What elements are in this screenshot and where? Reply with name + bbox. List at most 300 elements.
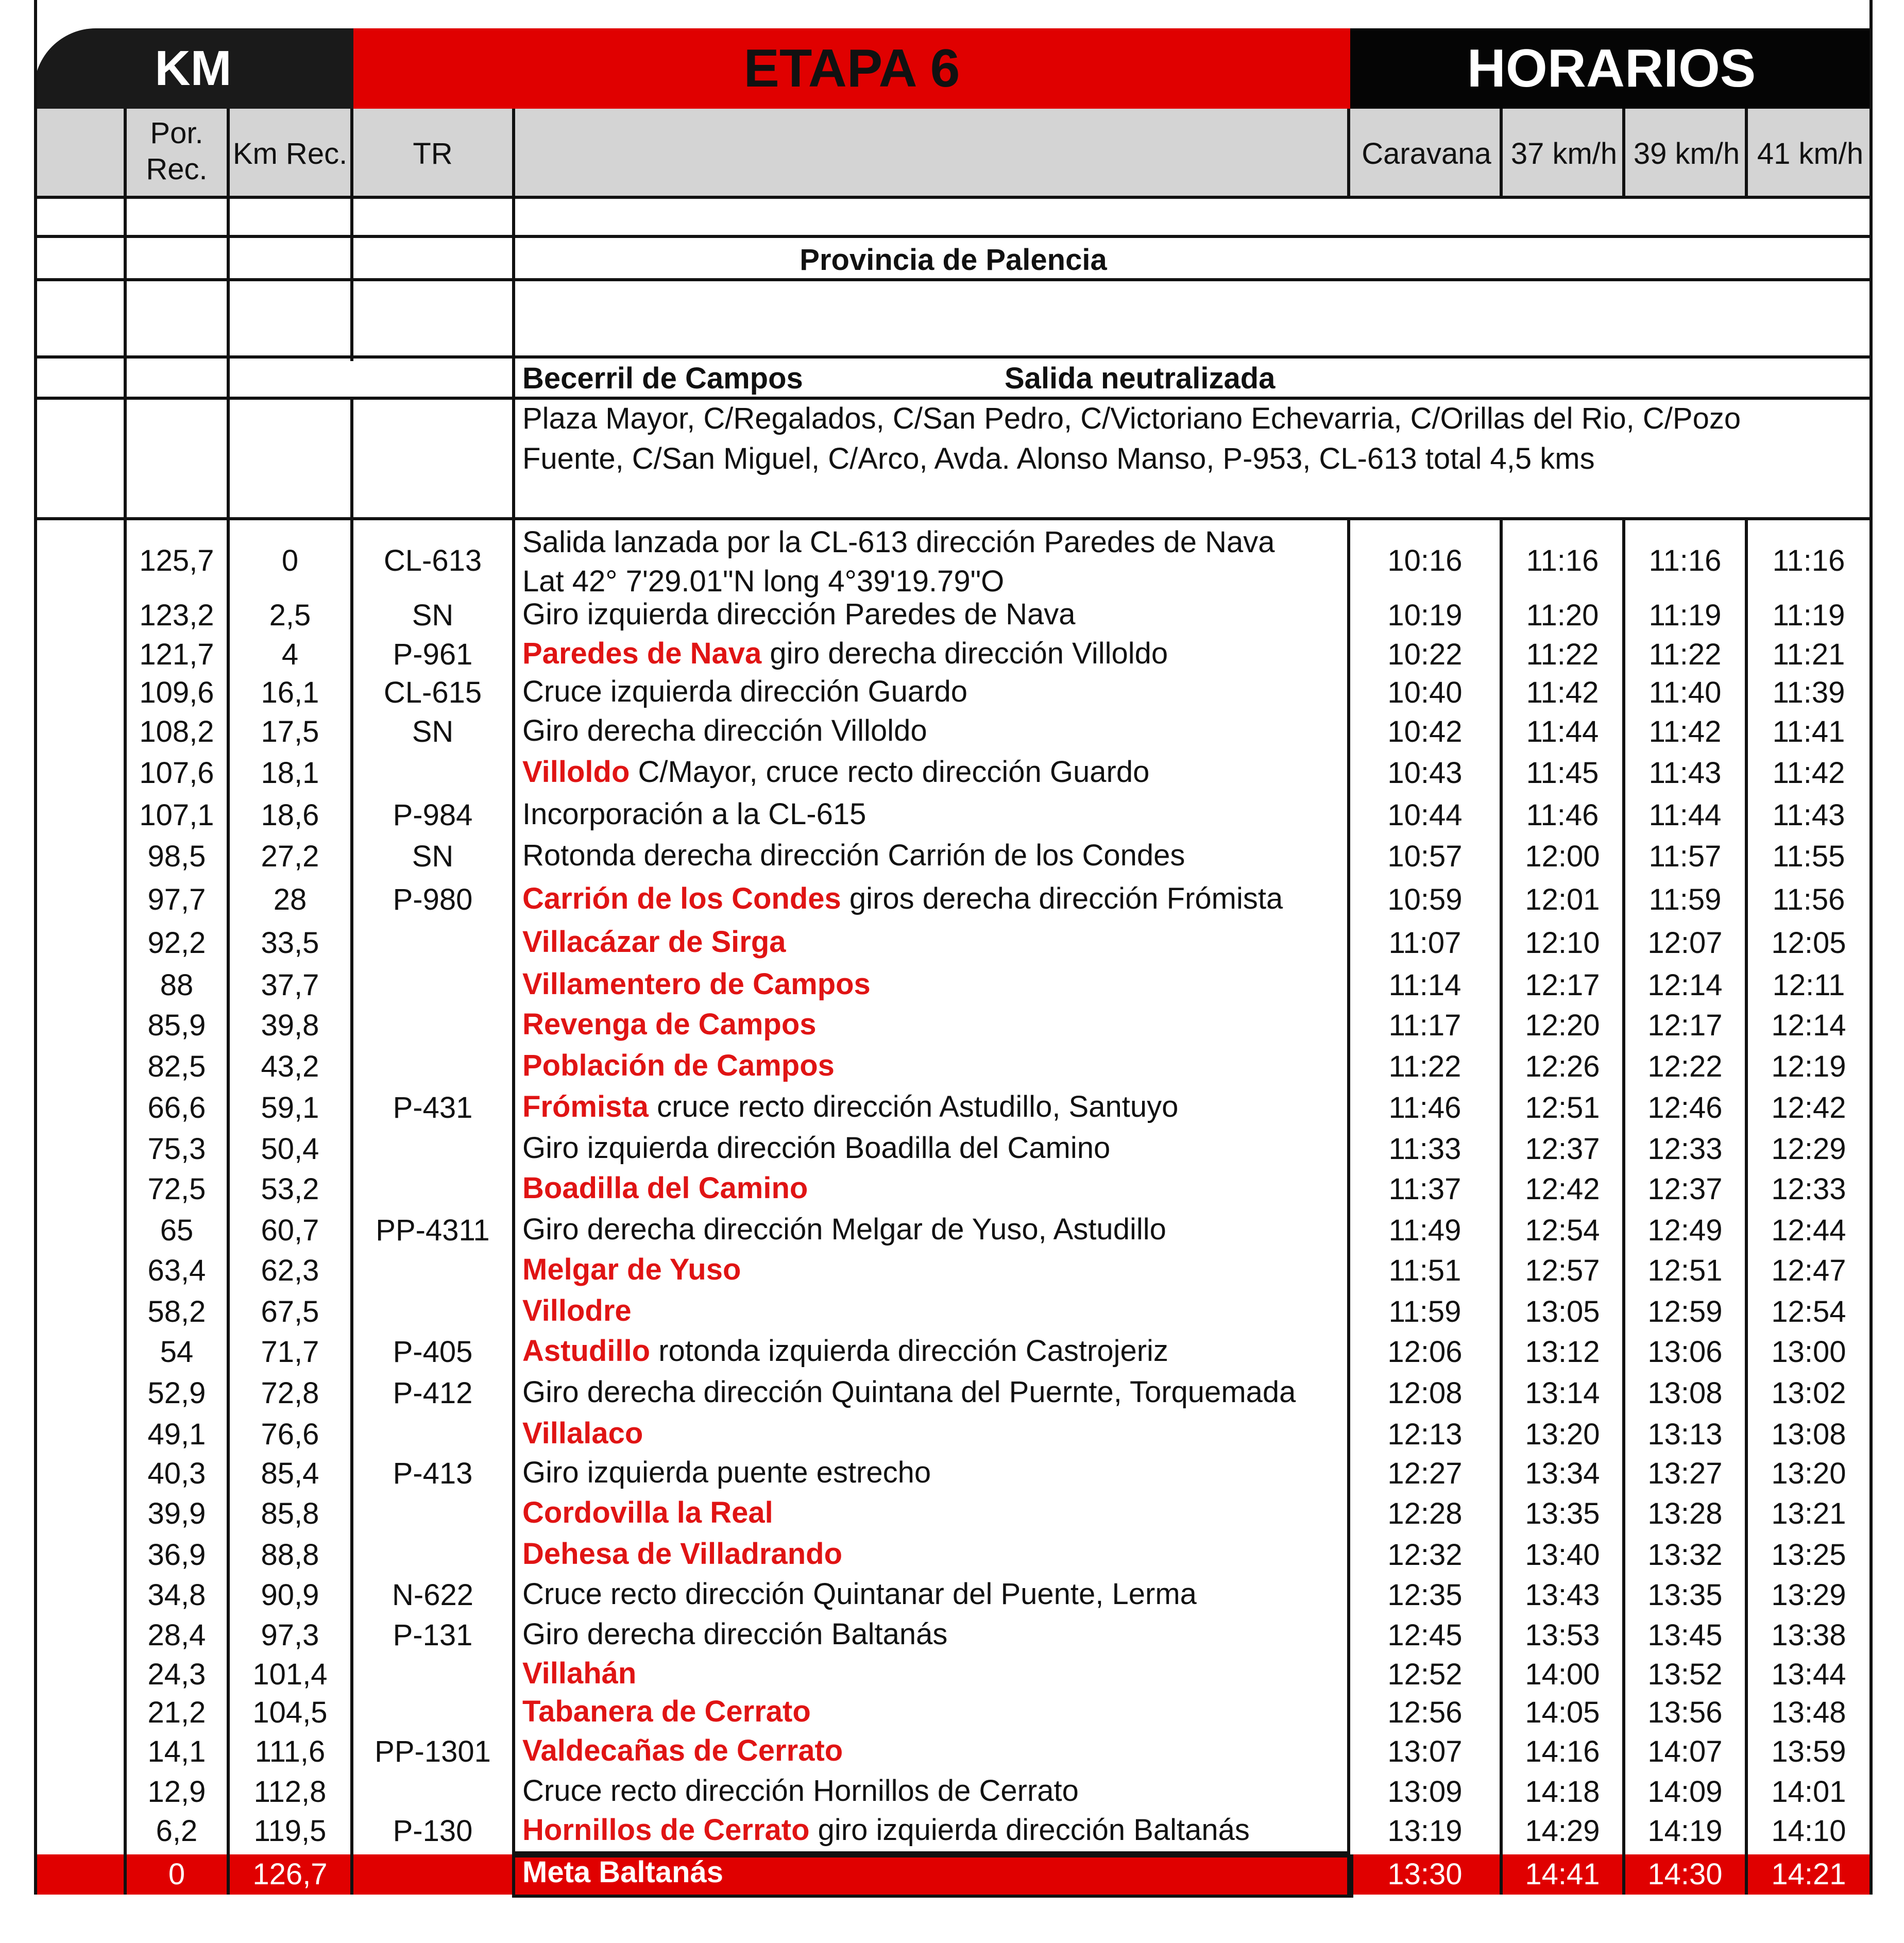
row-s37: 14:16 — [1525, 1735, 1600, 1768]
row-s41: 13:29 — [1771, 1578, 1846, 1612]
rule — [350, 109, 353, 361]
row-por: 85,9 — [147, 1009, 206, 1042]
row-s39: 13:45 — [1647, 1618, 1723, 1652]
row-s41: 12:42 — [1771, 1091, 1846, 1124]
rule — [1347, 109, 1350, 199]
row-c: 10:57 — [1387, 840, 1463, 873]
row-c: 12:35 — [1387, 1578, 1463, 1612]
row-description — [522, 1656, 636, 1692]
finish-town: Meta Baltanás — [522, 1855, 724, 1889]
row-s41: 12:14 — [1771, 1009, 1846, 1042]
row-s37: 13:20 — [1525, 1418, 1600, 1451]
row-km: 62,3 — [261, 1254, 319, 1287]
row-s41: 14:01 — [1771, 1775, 1846, 1809]
row-s37: 13:53 — [1525, 1618, 1600, 1652]
row-description — [522, 1733, 843, 1769]
row-town: Villoldo — [522, 755, 630, 789]
row-instruction: Cruce recto dirección Quintanar del Puente, Lerma — [522, 1577, 1197, 1611]
row-s39: 12:37 — [1647, 1172, 1723, 1206]
row-s41: 13:44 — [1771, 1658, 1846, 1691]
row-s37: 11:42 — [1526, 676, 1599, 709]
row-description — [522, 1293, 632, 1329]
row-por: 6,2 — [156, 1814, 198, 1848]
row-km: 18,1 — [261, 756, 319, 790]
row-c: 11:07 — [1388, 926, 1461, 960]
row-s41: 14:10 — [1771, 1814, 1846, 1848]
row-s41: 12:33 — [1771, 1172, 1846, 1206]
row-c: 11:37 — [1388, 1172, 1461, 1206]
row-s41: 12:19 — [1771, 1050, 1846, 1083]
row-s37: 12:54 — [1525, 1214, 1600, 1247]
row-c: 10:44 — [1387, 798, 1463, 832]
row-town: Villodre — [522, 1294, 632, 1327]
row-instruction: Giro derecha dirección Baltanás — [522, 1617, 948, 1651]
row-km: 16,1 — [261, 676, 319, 709]
row-description — [522, 524, 1275, 560]
row-town: Cordovilla la Real — [522, 1496, 773, 1529]
row-c: 11:33 — [1388, 1132, 1461, 1166]
row-c: 11:17 — [1388, 1009, 1461, 1042]
row-c: 12:28 — [1387, 1497, 1463, 1530]
row-c: 10:59 — [1387, 883, 1463, 916]
row-instruction: giro izquierda dirección Baltanás — [809, 1813, 1250, 1847]
row-description — [522, 1333, 1168, 1369]
row-km: 18,6 — [261, 798, 319, 832]
speed-39-header: 39 km/h — [1633, 137, 1740, 171]
row-town: Valdecañas de Cerrato — [522, 1734, 843, 1767]
row-s41: 13:48 — [1771, 1696, 1846, 1729]
row-km: 85,8 — [261, 1497, 319, 1530]
row-s41: 11:56 — [1772, 883, 1845, 916]
row-km: 76,6 — [261, 1418, 319, 1451]
row-instruction: Giro derecha dirección Quintana del Puernte, Torquemada — [522, 1375, 1296, 1409]
row-km: 0 — [281, 544, 299, 577]
row-s41: 13:08 — [1771, 1418, 1846, 1451]
row-tr: CL-613 — [383, 544, 482, 577]
row-description — [522, 596, 1076, 633]
row-coordinates: Lat 42° 7'29.01"N long 4°39'19.79"O — [522, 565, 1005, 598]
row-s41: 12:11 — [1772, 968, 1845, 1002]
row-s39: 13:06 — [1647, 1335, 1723, 1369]
row-por: 52,9 — [147, 1376, 206, 1410]
row-s37: 11:46 — [1526, 798, 1599, 832]
row-s39: 12:49 — [1647, 1214, 1723, 1247]
row-town: Revenga de Campos — [522, 1008, 817, 1041]
row-instruction: Salida lanzada por la CL-613 dirección Paredes de Nava — [522, 525, 1275, 559]
row-c: 12:56 — [1387, 1696, 1463, 1729]
row-por: 98,5 — [147, 840, 206, 873]
row-description — [522, 1252, 741, 1288]
row-s37: 12:01 — [1525, 883, 1600, 916]
row-tr: P-131 — [393, 1618, 473, 1652]
row-tr: SN — [412, 599, 454, 632]
row-s39: 11:42 — [1648, 715, 1722, 748]
km-rec-header: Km Rec. — [232, 137, 348, 171]
row-description — [522, 1212, 1166, 1248]
row-km: 112,8 — [253, 1775, 327, 1809]
row-s41: 12:47 — [1771, 1254, 1846, 1287]
row-c: 10:16 — [1387, 544, 1463, 577]
row-description — [522, 1495, 773, 1531]
row-por: 39,9 — [147, 1497, 206, 1530]
row-s37: 13:40 — [1525, 1538, 1600, 1572]
row-s41: 13:59 — [1771, 1735, 1846, 1768]
rule — [34, 517, 1873, 520]
row-por: 34,8 — [147, 1578, 206, 1612]
row-s39: 12:22 — [1647, 1050, 1723, 1083]
row-town: Población de Campos — [522, 1049, 835, 1082]
row-por: 24,3 — [147, 1658, 206, 1691]
row-por: 123,2 — [139, 599, 214, 632]
row-tr: P-130 — [393, 1814, 473, 1848]
row-s37: 12:37 — [1525, 1132, 1600, 1166]
row-s37: 12:42 — [1525, 1172, 1600, 1206]
km-header-label: KM — [155, 41, 232, 96]
row-description — [522, 1048, 835, 1084]
row-town: Astudillo — [522, 1334, 651, 1368]
column-header-band — [34, 109, 127, 199]
row-description — [522, 1694, 811, 1730]
row-description — [522, 754, 1149, 790]
row-s37: 12:00 — [1525, 840, 1600, 873]
row-town: Tabanera de Cerrato — [522, 1695, 811, 1728]
row-s39: 14:19 — [1647, 1814, 1723, 1848]
row-c: 12:45 — [1387, 1618, 1463, 1652]
row-km: 37,7 — [261, 968, 319, 1002]
row-s37: 14:18 — [1525, 1775, 1600, 1809]
rule — [34, 397, 1873, 400]
row-tr: P-405 — [393, 1335, 473, 1369]
row-instruction: Incorporación a la CL-615 — [522, 797, 866, 831]
row-description — [522, 1773, 1079, 1809]
row-s41: 13:00 — [1771, 1335, 1846, 1369]
row-s39: 13:08 — [1647, 1376, 1723, 1410]
row-description — [522, 796, 866, 832]
row-s37: 11:45 — [1526, 756, 1599, 790]
row-s39: 11:16 — [1648, 544, 1722, 577]
row-km: 43,2 — [261, 1050, 319, 1083]
rule — [1869, 0, 1873, 1895]
row-km: 27,2 — [261, 840, 319, 873]
row-s39: 13:13 — [1647, 1418, 1723, 1451]
finish-time-caravana: 13:30 — [1387, 1857, 1463, 1891]
row-s41: 11:55 — [1772, 840, 1845, 873]
row-km: 2,5 — [269, 599, 311, 632]
row-km: 88,8 — [261, 1538, 319, 1572]
finish-time-39: 14:30 — [1647, 1857, 1723, 1891]
row-c: 12:13 — [1387, 1418, 1463, 1451]
row-s37: 13:05 — [1525, 1295, 1600, 1328]
row-tr: P-980 — [393, 883, 473, 916]
row-por: 107,6 — [139, 756, 214, 790]
row-s41: 13:38 — [1771, 1618, 1846, 1652]
row-s39: 13:52 — [1647, 1658, 1723, 1691]
row-s37: 12:17 — [1525, 968, 1600, 1002]
row-description — [522, 1455, 931, 1491]
row-km: 72,8 — [261, 1376, 319, 1410]
row-c: 11:22 — [1388, 1050, 1461, 1083]
row-s37: 12:51 — [1525, 1091, 1600, 1124]
row-c: 10:42 — [1387, 715, 1463, 748]
row-por: 92,2 — [147, 926, 206, 960]
row-description — [522, 1576, 1197, 1612]
row-s39: 11:57 — [1648, 840, 1722, 873]
rule — [34, 196, 1873, 199]
row-por: 121,7 — [139, 638, 214, 671]
speed-41-header: 41 km/h — [1757, 137, 1864, 171]
row-s39: 12:51 — [1647, 1254, 1723, 1287]
caravana-header: Caravana — [1362, 137, 1491, 171]
row-por: 65 — [160, 1214, 194, 1247]
row-town: Villahán — [522, 1657, 637, 1690]
row-c: 11:14 — [1388, 968, 1461, 1002]
row-s37: 13:43 — [1525, 1578, 1600, 1612]
row-c: 12:06 — [1387, 1335, 1463, 1369]
row-s37: 13:34 — [1525, 1457, 1600, 1490]
row-c: 10:19 — [1387, 599, 1463, 632]
rule — [1745, 109, 1748, 199]
row-tr: CL-615 — [383, 676, 482, 709]
row-tr: P-412 — [393, 1376, 473, 1410]
row-instruction: Cruce recto dirección Hornillos de Cerrato — [522, 1774, 1079, 1808]
row-s39: 14:07 — [1647, 1735, 1723, 1768]
row-c: 12:32 — [1387, 1538, 1463, 1572]
row-description — [522, 838, 1185, 874]
row-s41: 13:02 — [1771, 1376, 1846, 1410]
row-s41: 12:05 — [1771, 926, 1846, 960]
row-s39: 12:46 — [1647, 1091, 1723, 1124]
row-s37: 12:20 — [1525, 1009, 1600, 1042]
row-km: 4 — [281, 638, 299, 671]
row-km: 119,5 — [253, 1814, 327, 1848]
row-town: Melgar de Yuso — [522, 1253, 741, 1286]
row-km: 59,1 — [261, 1091, 319, 1124]
row-s39: 13:27 — [1647, 1457, 1723, 1490]
row-c: 11:59 — [1388, 1295, 1461, 1328]
row-s37: 13:14 — [1525, 1376, 1600, 1410]
row-description — [522, 713, 927, 749]
row-por: 75,3 — [147, 1132, 206, 1166]
row-town: Carrión de los Condes — [522, 882, 841, 915]
row-instruction: Cruce izquierda dirección Guardo — [522, 675, 967, 708]
row-c: 13:09 — [1387, 1775, 1463, 1809]
row-s41: 11:21 — [1772, 638, 1845, 671]
row-s39: 12:07 — [1647, 926, 1723, 960]
row-s39: 14:09 — [1647, 1775, 1723, 1809]
row-c: 11:49 — [1388, 1214, 1461, 1247]
column-header-desc — [515, 109, 1347, 199]
row-por: 58,2 — [147, 1295, 206, 1328]
row-tr: N-622 — [392, 1578, 473, 1612]
row-s41: 13:21 — [1771, 1497, 1846, 1530]
row-s39: 12:14 — [1647, 968, 1723, 1002]
row-por: 72,5 — [147, 1172, 206, 1206]
row-tr: PP-1301 — [375, 1735, 491, 1768]
row-description — [522, 674, 967, 710]
speed-37-header: 37 km/h — [1510, 137, 1618, 171]
row-s37: 12:10 — [1525, 926, 1600, 960]
row-c: 12:27 — [1387, 1457, 1463, 1490]
row-por: 125,7 — [139, 544, 214, 577]
row-s37: 13:35 — [1525, 1497, 1600, 1530]
row-town: Dehesa de Villadrando — [522, 1537, 843, 1571]
por-rec-header — [127, 115, 227, 188]
row-km: 17,5 — [261, 715, 319, 748]
row-por: 36,9 — [147, 1538, 206, 1572]
row-s37: 11:44 — [1526, 715, 1599, 748]
row-s37: 12:57 — [1525, 1254, 1600, 1287]
row-town: Frómista — [522, 1090, 649, 1123]
row-s41: 12:44 — [1771, 1214, 1846, 1247]
por-rec-header-text: Por. Rec. — [146, 116, 208, 186]
row-description — [522, 1616, 947, 1652]
row-c: 11:46 — [1388, 1091, 1461, 1124]
row-s39: 11:40 — [1648, 676, 1722, 709]
row-town: Hornillos de Cerrato — [522, 1813, 810, 1847]
row-s39: 11:22 — [1648, 638, 1722, 671]
row-s39: 11:43 — [1648, 756, 1722, 790]
row-por: 54 — [160, 1335, 194, 1369]
tr-header: TR — [413, 137, 453, 171]
rule — [512, 109, 515, 1895]
rule — [34, 235, 1873, 238]
row-s39: 11:19 — [1648, 599, 1722, 632]
row-s41: 13:20 — [1771, 1457, 1846, 1490]
row-km: 97,3 — [261, 1618, 319, 1652]
row-instruction: Giro izquierda puente estrecho — [522, 1456, 931, 1489]
schedule-title: HORARIOS — [1467, 39, 1756, 98]
row-description — [522, 636, 1168, 672]
row-c: 10:43 — [1387, 756, 1463, 790]
stage-title: ETAPA 6 — [743, 39, 960, 98]
row-c: 11:51 — [1388, 1254, 1461, 1287]
row-town: Villalaco — [522, 1417, 643, 1450]
row-km: 60,7 — [261, 1214, 319, 1247]
start-town: Becerril de Campos — [522, 362, 803, 395]
row-town: Villacázar de Sirga — [522, 925, 786, 959]
row-km: 28 — [273, 883, 307, 916]
row-instruction: Giro izquierda dirección Boadilla del Camino — [522, 1131, 1111, 1165]
row-s37: 11:16 — [1526, 544, 1599, 577]
row-s39: 12:59 — [1647, 1295, 1723, 1328]
row-tr: P-984 — [393, 798, 473, 832]
row-description — [522, 924, 786, 960]
row-s39: 13:56 — [1647, 1696, 1723, 1729]
row-instruction: Rotonda derecha dirección Carrión de los Condes — [522, 839, 1185, 872]
row-s39: 11:44 — [1648, 798, 1722, 832]
row-description — [522, 881, 1283, 917]
row-s39: 12:17 — [1647, 1009, 1723, 1042]
row-s37: 11:22 — [1526, 638, 1599, 671]
row-s41: 13:25 — [1771, 1538, 1846, 1572]
row-km: 101,4 — [252, 1658, 328, 1691]
row-instruction: Giro izquierda dirección Paredes de Nava — [522, 598, 1076, 631]
row-por: 109,6 — [139, 676, 214, 709]
row-description — [522, 1374, 1296, 1410]
row-km: 67,5 — [261, 1295, 319, 1328]
start-route-line-2: Fuente, C/San Miguel, C/Arco, Avda. Alonso Manso, P-953, CL-613 total 4,5 kms — [522, 442, 1595, 475]
rule — [34, 0, 37, 1895]
row-por: 21,2 — [147, 1696, 206, 1729]
row-por: 14,1 — [147, 1735, 206, 1768]
row-s41: 11:42 — [1772, 756, 1845, 790]
row-por: 88 — [160, 968, 194, 1002]
row-km: 71,7 — [261, 1335, 319, 1369]
rule — [1622, 109, 1625, 199]
row-description — [522, 1089, 1178, 1125]
row-por: 40,3 — [147, 1457, 206, 1490]
row-km: 33,5 — [261, 926, 319, 960]
row-s41: 11:19 — [1772, 599, 1845, 632]
row-tr: P-413 — [393, 1457, 473, 1490]
row-por: 28,4 — [147, 1618, 206, 1652]
row-por: 12,9 — [147, 1775, 206, 1809]
row-por: 97,7 — [147, 883, 206, 916]
row-c: 10:22 — [1387, 638, 1463, 671]
finish-time-37: 14:41 — [1525, 1857, 1600, 1891]
row-description — [522, 966, 871, 1002]
row-tr: P-431 — [393, 1091, 473, 1124]
row-por: 63,4 — [147, 1254, 206, 1287]
row-c: 13:07 — [1387, 1735, 1463, 1768]
row-town: Paredes de Nava — [522, 637, 762, 670]
start-label: Salida neutralizada — [1005, 362, 1276, 395]
row-s37: 11:20 — [1526, 599, 1599, 632]
finish-por-rec: 0 — [168, 1857, 185, 1891]
row-km: 90,9 — [261, 1578, 319, 1612]
row-instruction: C/Mayor, cruce recto dirección Guardo — [630, 755, 1150, 789]
row-s41: 11:43 — [1772, 798, 1845, 832]
row-town: Villamentero de Campos — [522, 967, 871, 1001]
row-tr: PP-4311 — [376, 1214, 490, 1247]
row-c: 10:40 — [1387, 676, 1463, 709]
row-c: 13:19 — [1387, 1814, 1463, 1848]
row-s41: 12:54 — [1771, 1295, 1846, 1328]
row-description — [522, 1170, 808, 1206]
row-km: 85,4 — [261, 1457, 319, 1490]
row-instruction: giro derecha dirección Villoldo — [761, 637, 1168, 670]
finish-time-41: 14:21 — [1771, 1857, 1846, 1891]
row-tr: P-961 — [393, 638, 473, 671]
start-route-line-1: Plaza Mayor, C/Regalados, C/San Pedro, C/Victoriano Echevarria, C/Orillas del Rio, C/Pozo — [522, 402, 1741, 435]
row-instruction: rotonda izquierda dirección Castrojeriz — [650, 1334, 1168, 1368]
row-km: 53,2 — [261, 1172, 319, 1206]
row-s37: 13:12 — [1525, 1335, 1600, 1369]
row-s41: 11:39 — [1772, 676, 1845, 709]
finish-km-rec: 126,7 — [252, 1857, 328, 1891]
row-por: 108,2 — [139, 715, 214, 748]
row-town: Boadilla del Camino — [522, 1171, 808, 1205]
row-s37: 14:29 — [1525, 1814, 1600, 1848]
row-description — [522, 1812, 1250, 1848]
row-description — [522, 1130, 1110, 1166]
row-por: 49,1 — [147, 1418, 206, 1451]
row-s41: 11:16 — [1772, 544, 1845, 577]
row-s37: 14:00 — [1525, 1658, 1600, 1691]
row-tr: SN — [412, 840, 454, 873]
row-c: 12:08 — [1387, 1376, 1463, 1410]
row-s37: 14:05 — [1525, 1696, 1600, 1729]
rule — [1500, 109, 1503, 199]
row-km: 50,4 — [261, 1132, 319, 1166]
row-km: 39,8 — [261, 1009, 319, 1042]
row-s37: 12:26 — [1525, 1050, 1600, 1083]
row-instruction: cruce recto dirección Astudillo, Santuyo — [648, 1090, 1179, 1123]
row-instruction: Giro derecha dirección Villoldo — [522, 714, 927, 747]
row-instruction: Giro derecha dirección Melgar de Yuso, Astudillo — [522, 1213, 1166, 1246]
row-km: 104,5 — [252, 1696, 328, 1729]
row-c: 12:52 — [1387, 1658, 1463, 1691]
